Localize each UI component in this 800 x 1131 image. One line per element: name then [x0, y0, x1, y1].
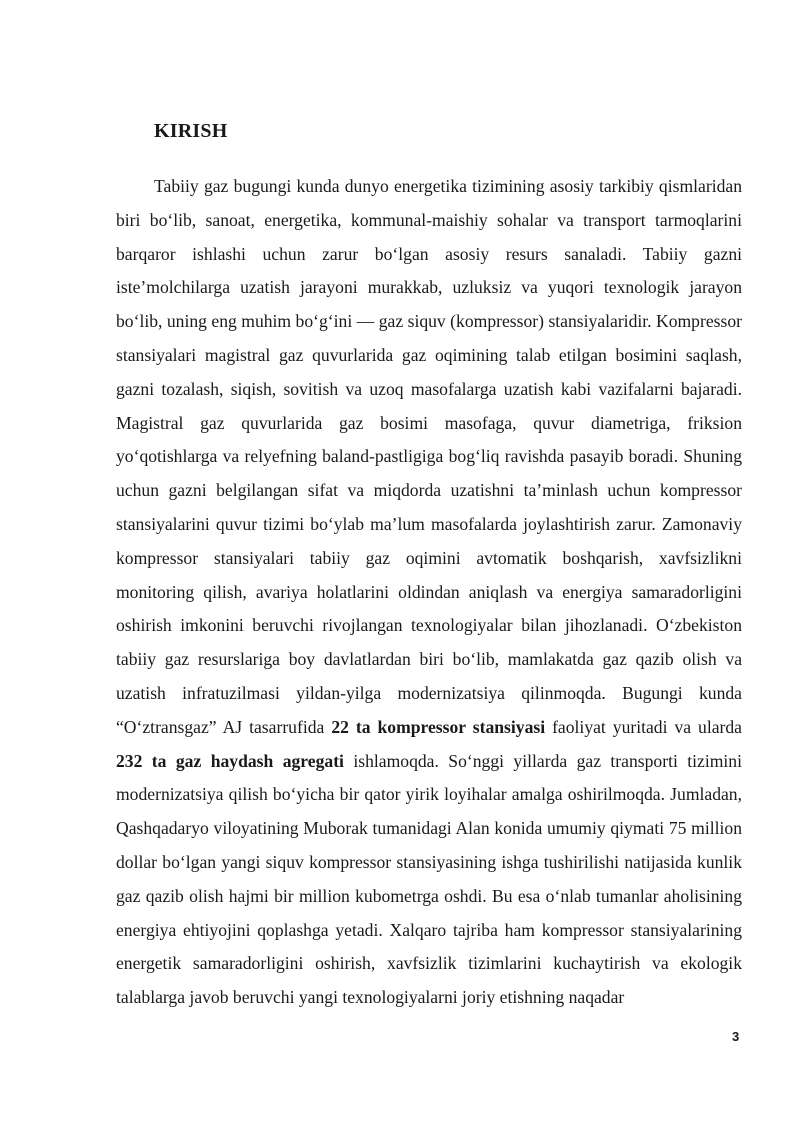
bold-compressor-stations: 22 ta kompressor stansiyasi: [331, 716, 546, 737]
page-number: 3: [732, 1029, 740, 1044]
paragraph-text-part-2: faoliyat yuritadi va ularda: [545, 716, 742, 737]
bold-gas-units: 232 ta gaz haydash agregati: [116, 750, 344, 771]
paragraph-text-part-1: Tabiiy gaz bugungi kunda dunyo energetika tizimining asosiy tarkibiy qismlaridan biri bo‘lib, sanoat, energetika, kommunal-maishiy sohalar va transport tarmoqlarini barqaror ishlashi uchun zarur bo‘lgan asosiy resurs sanaladi. Tabiiy gazni iste’molchilarga uzatish jarayoni murakkab, uzluksiz va yuqori texnologik jarayon bo‘lib, uning eng muhim bo‘g‘ini — gaz siquv (kompressor) stansiyalaridir. Kompressor stansiyalari magistral gaz quvurlarida gaz oqimining talab etilgan bosimini saqlash, gazni tozalash, siqish, sovitish va uzoq masofalarga uzatish kabi vazifalarni bajaradi. Magistral gaz quvurlarida gaz bosimi masofaga, quvur diametriga, friksion yo‘qotishlarga va relyefning baland-pastligiga bog‘liq ravishda pasayib boradi. Shuning uchun gazni belgilangan sifat va miqdorda uzatishni ta’minlash uchun kompressor stansiyalarini quvur tizimi bo‘ylab ma’lum masofalarda joylashtirish zarur. Zamonaviy kompressor stansiyalari tabiiy gaz oqimini avtomatik boshqarish, xavfsizlikni monitoring qilish, avariya holatlarini oldindan aniqlash va energiya samaradorligini oshirish imkonini beruvchi rivojlangan texnologiyalar bilan jihozlanadi. O‘zbekiston tabiiy gaz resurslariga boy davlatlardan biri bo‘lib, mamlakatda gaz qazib olish va uzatish infratuzilmasi yildan-yilga modernizatsiya qilinmoqda. Bugungi kunda “O‘ztransgaz” AJ tasarrufida: [116, 176, 742, 737]
section-heading: KIRISH: [154, 120, 228, 142]
paragraph-text-part-3: ishlamoqda. So‘nggi yillarda gaz transporti tizimini modernizatsiya qilish bo‘yicha bir qator yirik loyihalar amalga oshirilmoqda. Jumladan, Qashqadaryo viloyatining Muborak tumanidagi Alan konida umumiy qiymati 75 million dollar bo‘lgan yangi siquv kompressor stansiyasining ishga tushirilishi natijasida kunlik gaz qazib olish hajmi bir million kubometrga oshdi. Bu esa o‘nlab tumanlar aholisining energiya ehtiyojini qoplashga yetadi. Xalqaro tajriba ham kompressor stansiyalarining energetik samaradorligini oshirish, xavfsizlik tizimlarini kuchaytirish va ekologik talablarga javob beruvchi yangi texnologiyalarni joriy etishning naqadar: [116, 750, 742, 1008]
body-paragraph: [116, 170, 742, 1015]
